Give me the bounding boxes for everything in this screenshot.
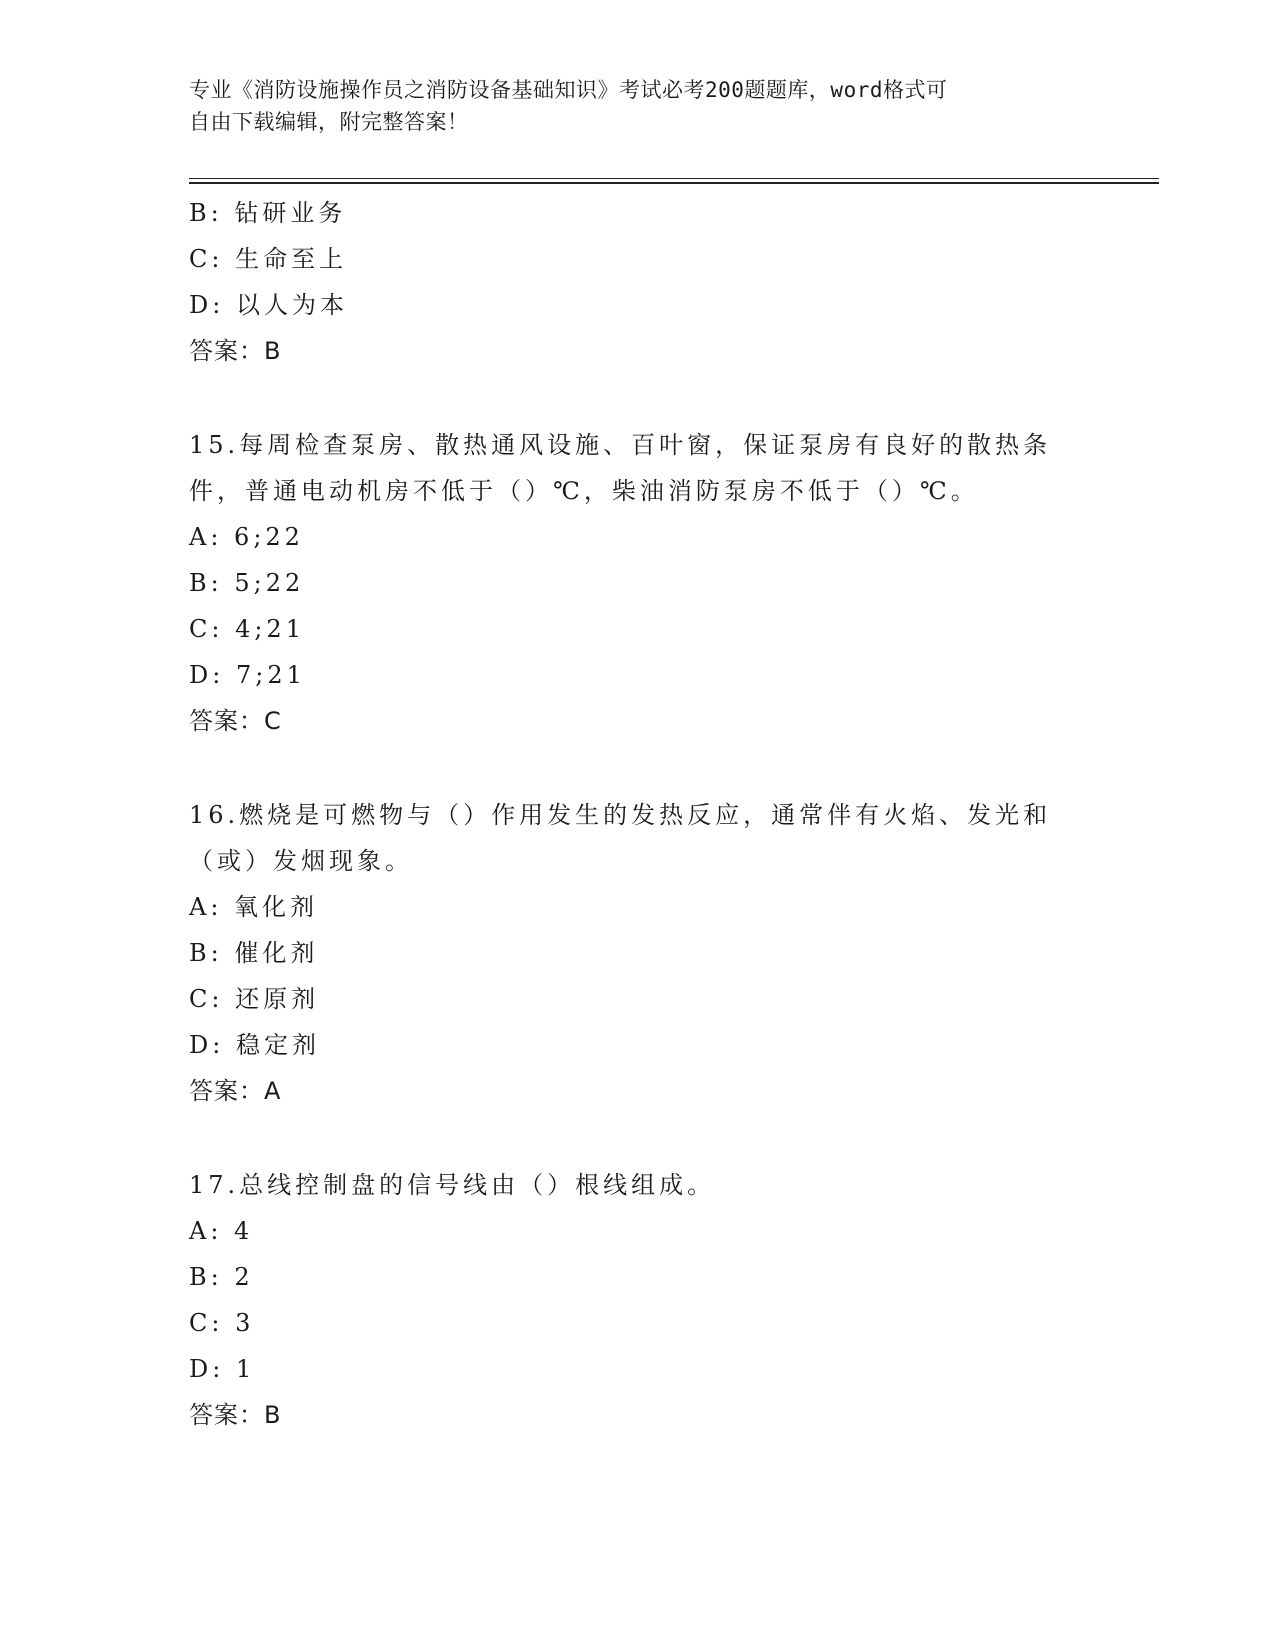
option-a: A: 6;22 <box>189 523 304 551</box>
question-stem-cont: （或）发烟现象。 <box>189 847 413 875</box>
header-line-2: 自由下载编辑，附完整答案！ <box>189 110 469 134</box>
option-c: C: 还原剂 <box>189 985 320 1013</box>
option-b: B: 5;22 <box>189 569 305 597</box>
question-16 <box>189 792 1089 1114</box>
header-divider-thick <box>189 182 1159 184</box>
header-divider-thin <box>189 178 1159 179</box>
option-a: A: 4 <box>189 1217 254 1245</box>
question-list <box>189 190 1089 1438</box>
header-line-1: 专业《消防设施操作员之消防设备基础知识》考试必考200题题库，word格式可 <box>189 78 948 102</box>
option-d: D: 稳定剂 <box>189 1031 320 1059</box>
question-stem-cont: 件，普通电动机房不低于（）℃，柴油消防泵房不低于（）℃。 <box>189 477 979 505</box>
question-stem: 16.燃烧是可燃物与（）作用发生的发热反应，通常伴有火焰、发光和 <box>189 801 1052 829</box>
option-b: B: 钻研业务 <box>189 199 347 227</box>
question-17 <box>189 1162 1089 1438</box>
option-d: D: 7;21 <box>189 661 306 689</box>
answer: 答案：B <box>189 1401 282 1429</box>
answer: 答案：B <box>189 337 282 365</box>
answer: 答案：C <box>189 707 282 735</box>
document-header <box>189 74 1089 138</box>
option-d: D: 1 <box>189 1355 256 1383</box>
option-c: C: 生命至上 <box>189 245 348 273</box>
option-b: B: 催化剂 <box>189 939 319 967</box>
option-d: D: 以人为本 <box>189 291 348 319</box>
option-b: B: 2 <box>189 1263 254 1291</box>
question-stem: 17.总线控制盘的信号线由（）根线组成。 <box>189 1171 716 1199</box>
option-c: C: 4;21 <box>189 615 305 643</box>
option-a: A: 氧化剂 <box>189 893 319 921</box>
answer: 答案：A <box>189 1077 282 1105</box>
question-14 <box>189 190 1089 374</box>
question-stem: 15.每周检查泵房、散热通风设施、百叶窗，保证泵房有良好的散热条 <box>189 431 1052 459</box>
question-15 <box>189 422 1089 744</box>
option-c: C: 3 <box>189 1309 255 1337</box>
